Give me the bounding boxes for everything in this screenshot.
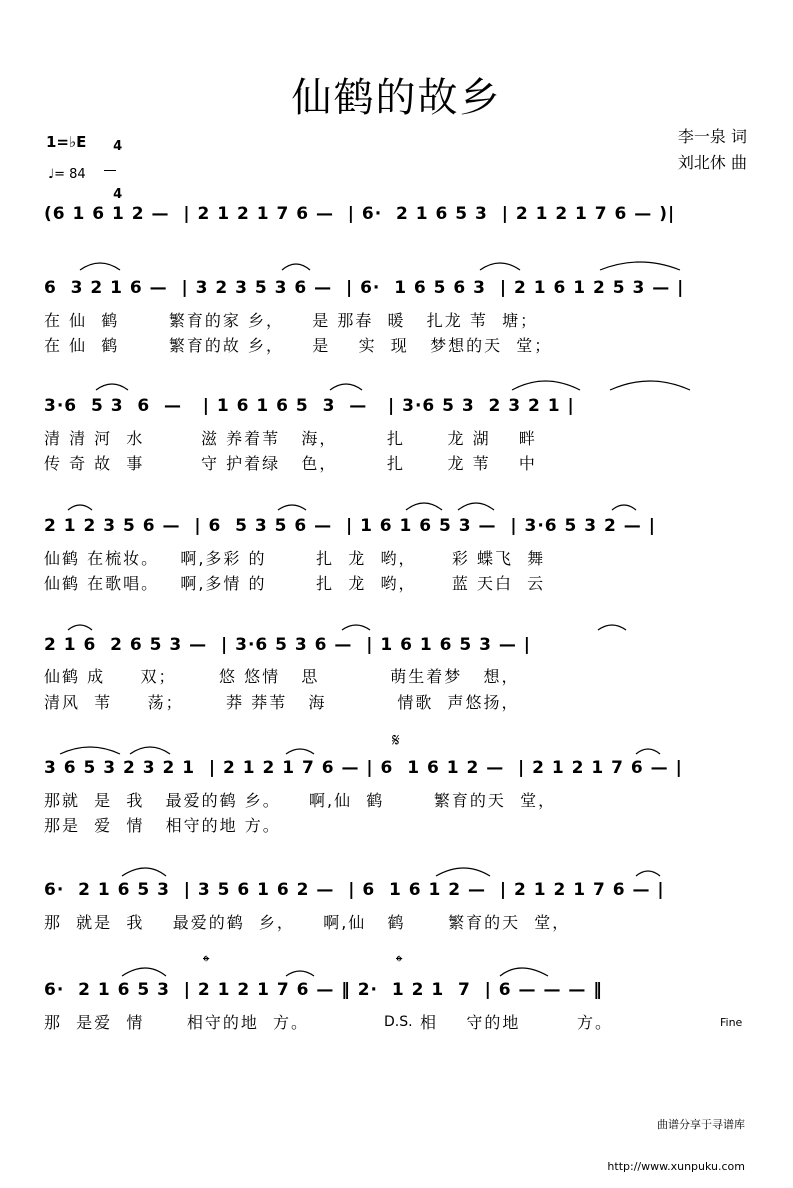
key-signature: 1=♭E xyxy=(46,133,87,151)
score-system-4-lyric-2: 仙鹤 在歌唱。 啊,多情 的 扎 龙 哟， 蓝 天白 云 xyxy=(44,574,546,593)
slur xyxy=(330,384,362,390)
slur xyxy=(278,505,306,510)
score-system-3-lyric-1: 清 清 河 水 滋 养着苇 海， 扎 龙 湖 畔 xyxy=(44,429,537,448)
slur xyxy=(500,968,548,976)
slur xyxy=(458,503,494,510)
slur xyxy=(436,868,490,876)
segno-mark: 𝄋 xyxy=(392,730,400,751)
slur xyxy=(282,264,310,270)
score-system-7-notes: 6· 2 1 6 5 3 | 3 5 6 1 6 2 — | 6 1 6 1 2 — | 2 1 2 1 7 6 — | xyxy=(44,880,665,900)
slur xyxy=(612,505,636,510)
slur xyxy=(512,381,580,390)
score-system-2-lyric-1: 在 仙 鹤 繁育的家 乡， 是 那春 暖 扎龙 苇 塘； xyxy=(44,311,539,330)
slur xyxy=(636,749,660,754)
footer-credit xyxy=(607,1090,745,1188)
footer-line-2[interactable]: http://www.xunpuku.com xyxy=(607,1160,745,1173)
slur xyxy=(480,263,520,270)
slur xyxy=(60,747,120,754)
slur xyxy=(636,871,660,876)
score-system-3-notes: 3·6 5 3 6 — | 1 6 1 6 5 3 — | 3·6 5 3 2 3 2 1 | xyxy=(44,396,575,416)
time-signature-bottom: 4 xyxy=(113,187,123,202)
score-system-2-notes: 6 3 2 1 6 — | 3 2 3 5 3 6 — | 6· 1 6 5 6 3 | 2 1 6 1 2 5 3 — | xyxy=(44,278,685,298)
tempo-marking: ♩= 84 xyxy=(48,167,86,182)
slur xyxy=(610,381,690,390)
slur xyxy=(598,625,626,630)
coda-mark-2: 𝄌 xyxy=(396,952,403,973)
score-system-3-lyric-2: 传 奇 故 事 守 护着绿 色， 扎 龙 苇 中 xyxy=(44,454,537,473)
slur xyxy=(68,625,92,630)
slur xyxy=(600,262,680,270)
score-system-4-lyric-1: 仙鹤 在梳妆。 啊,多彩 的 扎 龙 哟， 彩 蝶飞 舞 xyxy=(44,549,546,568)
slur xyxy=(406,503,442,510)
score-system-7-lyric-1: 那 就是 我 最爱的鹤 乡， 啊,仙 鹤 繁育的天 堂， xyxy=(44,913,571,932)
slur xyxy=(342,625,370,630)
time-signature-top: 4 xyxy=(113,139,123,154)
slur xyxy=(122,868,166,876)
score-system-5-lyric-1: 仙鹤 成 双； 悠 悠情 思 萌生着梦 想， xyxy=(44,667,520,686)
ds-marking: D.S. xyxy=(384,1014,413,1030)
score-system-6-lyric-1: 那就 是 我 最爱的鹤 乡。 啊,仙 鹤 繁育的天 堂， xyxy=(44,791,557,810)
score-system-8-lyric-1: 那 是爱 情 相守的地 方。 xyxy=(44,1013,310,1032)
footer-line-1: 曲谱分享于寻谱库 xyxy=(657,1118,745,1131)
composer-credit: 刘北休 曲 xyxy=(677,153,747,172)
page-title: 仙鹤的故乡 xyxy=(291,75,502,121)
coda-mark-1: 𝄌 xyxy=(203,952,210,973)
score-system-6-notes: 3 6 5 3 2 3 2 1 | 2 1 2 1 7 6 — | 6 1 6 1 2 — | 2 1 2 1 7 6 — | xyxy=(44,758,683,778)
slur xyxy=(130,747,170,754)
score-system-5-lyric-2: 清风 苇 荡； 莽 莽苇 海 情歌 声悠扬， xyxy=(44,693,520,712)
fine-marking: Fine xyxy=(720,1016,743,1029)
score-system-6-lyric-2: 那是 爱 情 相守的地 方。 xyxy=(44,816,281,835)
score-system-8-notes: 6· 2 1 6 5 3 | 2 1 2 1 7 6 — ‖ 2· 1 2 1 7 | 6 — — — ‖ xyxy=(44,980,603,1000)
slur xyxy=(80,263,120,270)
score-system-5-notes: 2 1 6 2 6 5 3 — | 3·6 5 3 6 — | 1 6 1 6 5 3 — | xyxy=(44,635,531,655)
score-system-8-lyric-1b: 相 守的地 方。 xyxy=(420,1013,614,1032)
score-system-1-notes: (6 1 6 1 2 — | 2 1 2 1 7 6 — | 6· 2 1 6 5 3 | 2 1 2 1 7 6 — )| xyxy=(44,204,676,224)
slur xyxy=(68,505,92,510)
slur xyxy=(122,968,166,976)
slur xyxy=(286,749,314,754)
slur xyxy=(286,971,314,976)
score-system-2-lyric-2: 在 仙 鹤 繁育的故 乡， 是 实 现 梦想的天 堂； xyxy=(44,336,553,355)
lyricist-credit: 李一泉 词 xyxy=(677,127,747,146)
score-system-4-notes: 2 1 2 3 5 6 — | 6 5 3 5 6 — | 1 6 1 6 5 3 — | 3·6 5 3 2 — | xyxy=(44,516,656,536)
slur xyxy=(96,384,128,390)
